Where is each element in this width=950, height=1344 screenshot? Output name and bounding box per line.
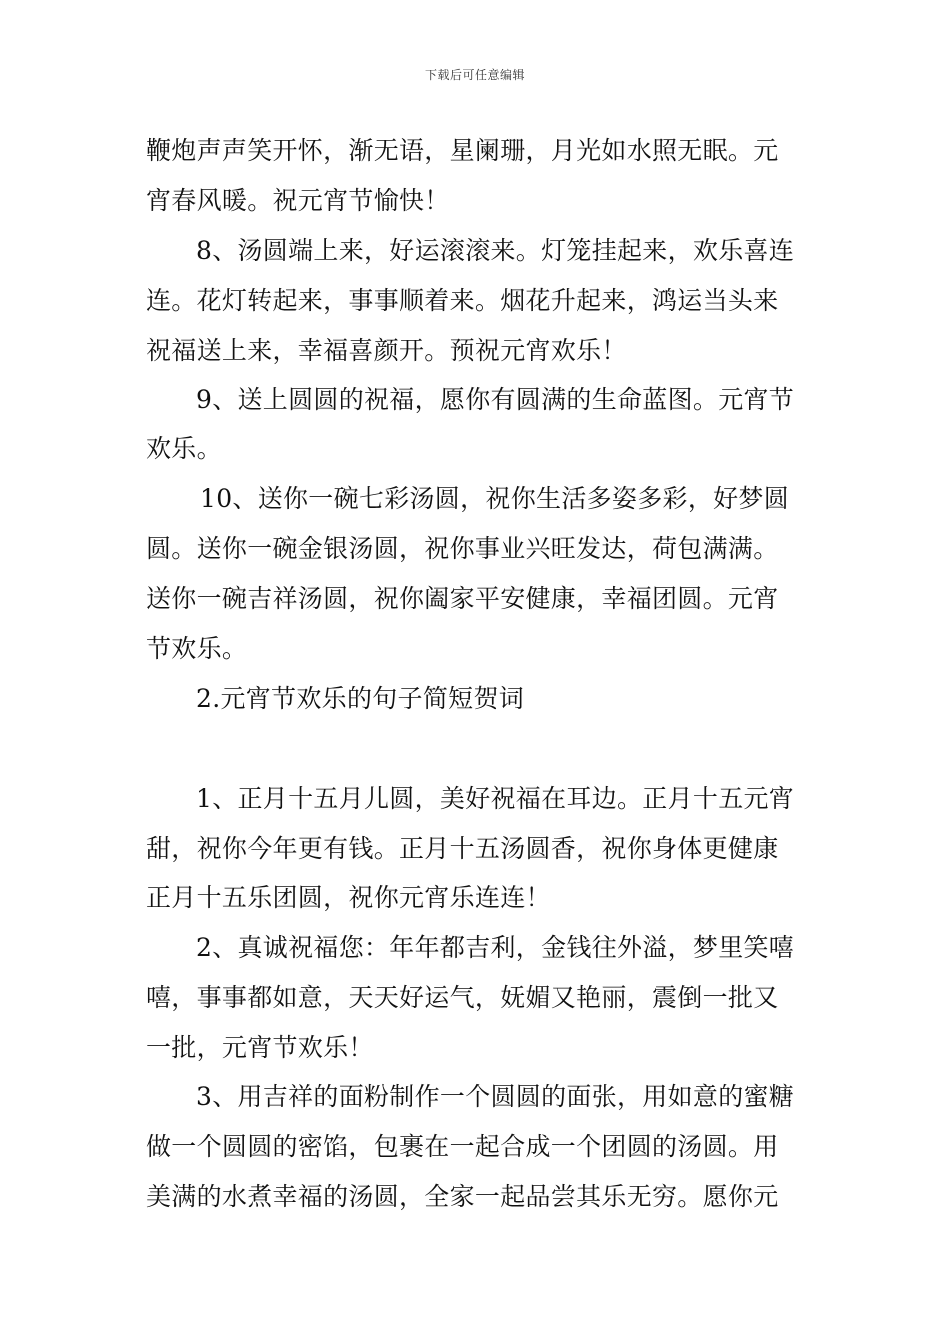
text-line: 甜，祝你今年更有钱。正月十五汤圆香，祝你身体更健康 — [146, 834, 779, 863]
section-heading: 2.元宵节欢乐的句子简短贺词 — [196, 684, 525, 713]
text-line: 宵春风暖。祝元宵节愉快！ — [146, 186, 450, 215]
page-header: 下载后可任意编辑 — [424, 68, 525, 82]
text-line: 美满的水煮幸福的汤圆，全家一起品尝其乐无穷。愿你元 — [146, 1182, 779, 1211]
text-line: 节欢乐。 — [146, 634, 248, 663]
text-line: 9、送上圆圆的祝福，愿你有圆满的生命蓝图。元宵节 — [196, 385, 795, 414]
text-line: 嘻，事事都如意，天天好运气，妩媚又艳丽，震倒一批又 — [146, 983, 779, 1012]
text-line: 一批，元宵节欢乐！ — [146, 1033, 374, 1062]
text-line: 连。花灯转起来，事事顺着来。烟花升起来，鸿运当头来 — [146, 286, 779, 315]
text-line: 正月十五乐团圆，祝你元宵乐连连！ — [146, 883, 551, 912]
text-line: 鞭炮声声笑开怀，渐无语，星阑珊，月光如水照无眠。元 — [146, 136, 779, 165]
text-line: 8、汤圆端上来，好运滚滚来。灯笼挂起来，欢乐喜连 — [196, 236, 795, 265]
text-line: 1、正月十五月儿圆，美好祝福在耳边。正月十五元宵 — [196, 784, 795, 813]
text-line: 2、真诚祝福您：年年都吉利，金钱往外溢，梦里笑嘻 — [196, 933, 795, 962]
text-line: 祝福送上来，幸福喜颜开。预祝元宵欢乐！ — [146, 336, 627, 365]
text-line: 10、送你一碗七彩汤圆，祝你生活多姿多彩，好梦圆 — [200, 484, 790, 513]
text-line: 3、用吉祥的面粉制作一个圆圆的面张，用如意的蜜糖 — [196, 1082, 795, 1111]
text-line: 欢乐。 — [146, 434, 222, 463]
text-line: 送你一碗吉祥汤圆，祝你阖家平安健康，幸福团圆。元宵 — [146, 584, 779, 613]
text-line: 做一个圆圆的密馅，包裹在一起合成一个团圆的汤圆。用 — [146, 1132, 779, 1161]
text-line: 圆。送你一碗金银汤圆，祝你事业兴旺发达，荷包满满。 — [146, 534, 779, 563]
